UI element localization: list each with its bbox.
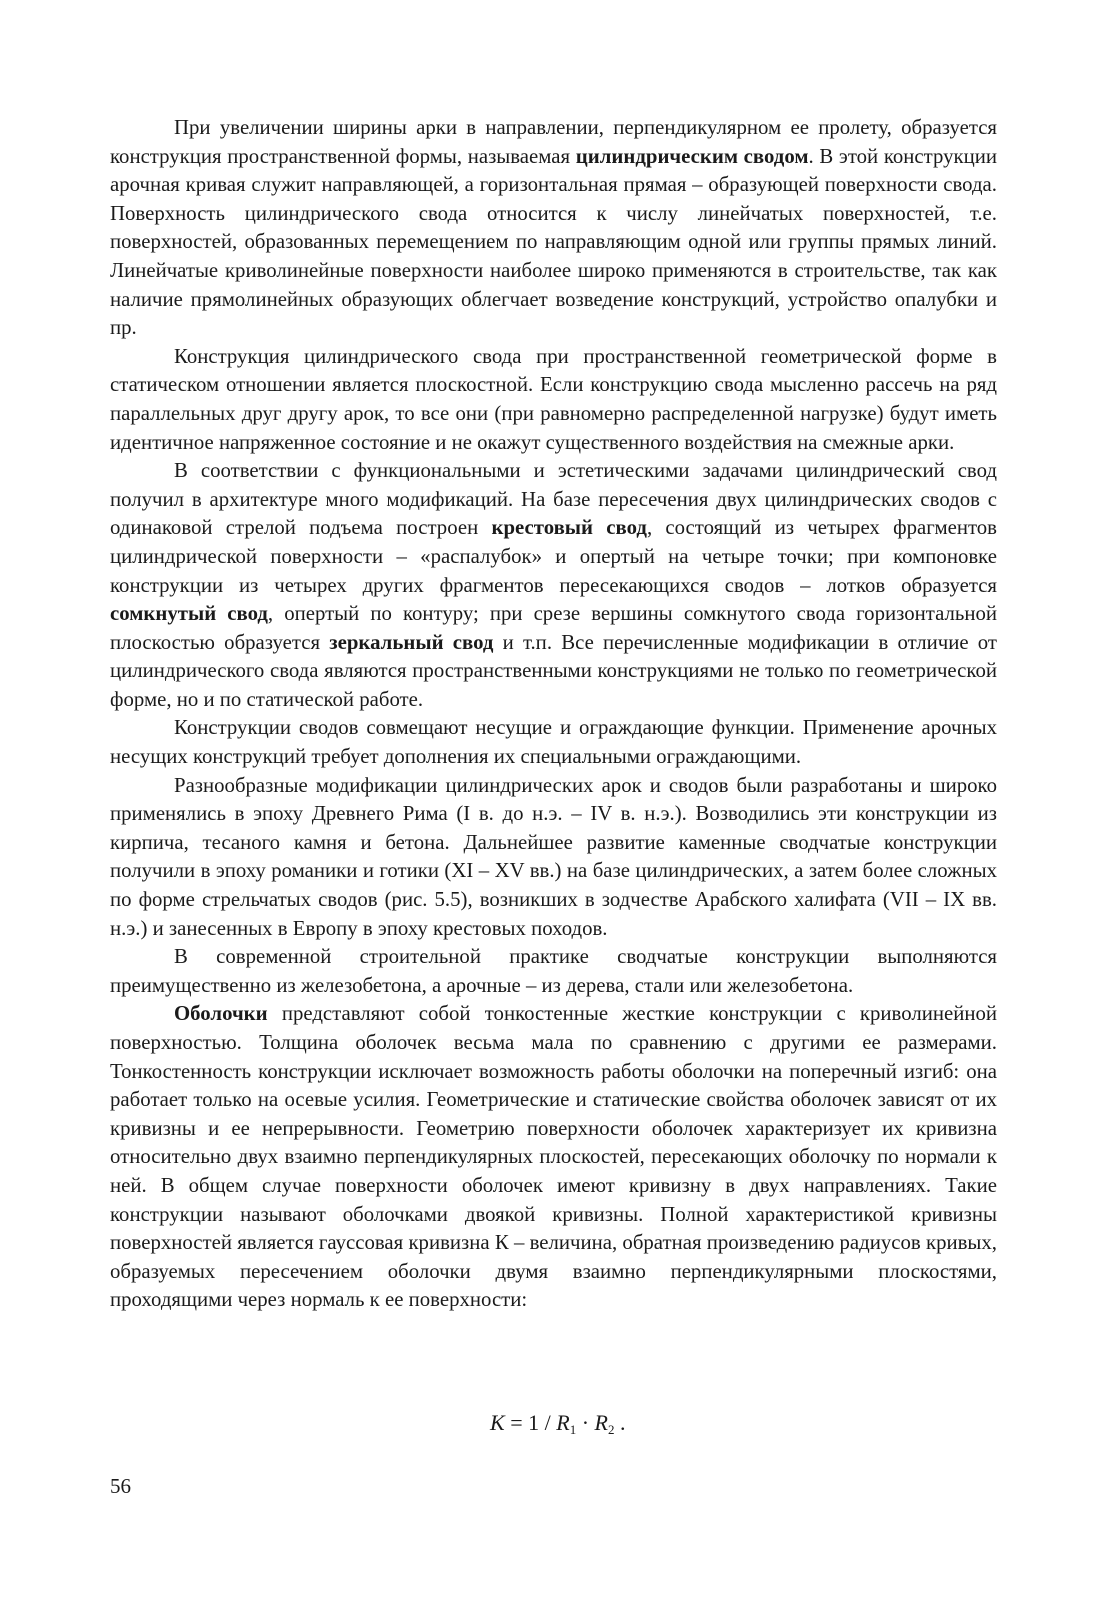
paragraph-vault-functions: Конструкции сводов совмещают несущие и ограждающие функции. Применение арочных несущих конструкций требует дополнения их специальными ограждающими. — [110, 716, 997, 769]
paragraph-cylindrical-vault: При увеличении ширины арки в направлении, перпендикулярном ее пролету, образуется конструкция пространственной формы, называемая цилиндрическим сводом. В этой конструкции арочная кривая служит направляющей, а горизонтальная прямая – образующей поверхности свода. Поверхность цилиндрического свода относится к числу линейчатых поверхностей, т.е. поверхностей, образованных перемещением по направляющим одной или группы прямых линий. Линейчатые криволинейные поверхности наиболее широко применяются в строительстве, так как наличие прямолинейных образующих облегчает возведение конструкций, устройство опалубки и пр. — [110, 116, 998, 340]
page-body — [110, 114, 997, 1315]
term-cross-vault: крестовый свод — [491, 516, 647, 540]
term-mirror-vault: зеркальный свод — [329, 630, 494, 654]
paragraph-modern-practice: В современной строительной практике сводчатые конструкции выполняются преимущественно из железобетона, а арочные – из дерева, стали или железобетона. — [110, 945, 997, 997]
term-shells: Оболочки — [174, 1002, 268, 1026]
page-number: 56 — [110, 1474, 131, 1498]
paragraph-history: Разнообразные модификации цилиндрических арок и сводов были разработаны и широко применялись в эпоху Древнего Рима (I в. до н.э. – IV в. н.э.). Возводились эти конструкции из кирпича, тесаного камня и бетона. Дальнейшее развитие каменные сводчатые конструкции получили в эпоху романики и готики (XI – XV вв.) на базе цилиндрических, а затем более сложных по форме стрельчатых сводов (рис. 5.5), возникших в зодчестве Арабского халифата (VII – IX вв. н.э.) и занесенных в Европу в эпоху крестовых походов. — [110, 773, 997, 940]
gaussian-curvature-formula: $K = 1 / R_1 \cdot R_2$ . — [490, 1410, 626, 1437]
term-cylindrical-vault: цилиндрическим сводом — [575, 144, 809, 168]
term-closed-vault: сомкнутый свод — [110, 602, 268, 626]
paragraph-shells: Оболочки представляют собой тонкостенные жесткие конструкции с криволинейной поверхностью. Толщина оболочек весьма мала по сравнению с другими ее размерами. Тонкостенность конструкции исключает возможность работы оболочки на поперечный изгиб: она работает только на осевые усилия. Геометрические и статические свойства оболочек зависят от их кривизны и ее непрерывности. Геометрию поверхности оболочек характеризует их кривизна относительно двух взаимно перпендикулярных плоскостей, пересекающих оболочку по нормали к ней. В общем случае поверхности оболочек имеют кривизну в двух направлениях. Такие конструкции называют оболочками двоякой кривизны. Полной характеристикой кривизны поверхностей является гауссовая кривизна К – величина, обратная произведению радиусов кривых, образуемых пересечением оболочки двумя взаимно перпендикулярными плоскостями, проходящими через нормаль к ее поверхности: — [110, 1002, 997, 1312]
paragraph-static-behavior: Конструкция цилиндрического свода при пространственной геометрической форме в статическом отношении является плоскостной. Если конструкцию свода мысленно рассечь на ряд параллельных друг другу арок, то все они (при равномерно распределенной нагрузке) будут иметь идентичное напряженное состояние и не окажут существенного воздействия на смежные арки. — [110, 344, 997, 454]
paragraph-vault-modifications: В соответствии с функциональными и эстетическими задачами цилиндрический свод получил в архитектуре много модификаций. На базе пересечения двух цилиндрических сводов с одинаковой стрелой подъема построен крестовый свод, состоящий из четырех фрагментов цилиндрической поверхности – «распалубок» и опертый на четыре точки; при компоновке конструкции из четырех других фрагментов пересекающихся сводов – лотков образуется сомкнутый свод, опертый по контуру; при срезе вершины сомкнутого свода горизонтальной плоскостью образуется зеркальный свод и т.п. Все перечисленные модификации в отличие от цилиндрического свода являются пространственными конструкциями не только по геометрической форме, но и по статической работе. — [110, 459, 998, 711]
